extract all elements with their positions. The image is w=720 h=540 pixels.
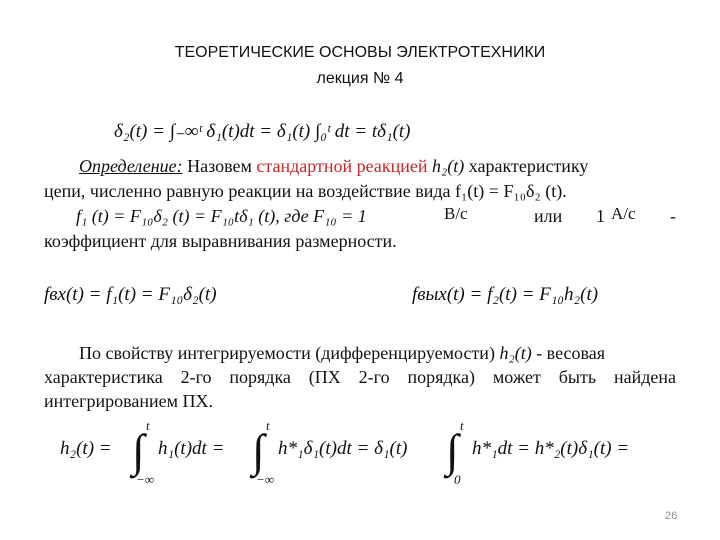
paragraph-line-3: интегрированием ПХ. — [44, 391, 214, 411]
unit-volt-per-second: В/с — [444, 204, 468, 223]
formula-term-2: h*₁δ₁(t)dt = δ₁(t) — [278, 438, 408, 459]
unit-ampere-per-second: А/с — [611, 204, 636, 223]
integral-lower-limit: −∞ — [256, 472, 275, 487]
formula-delta2: δ₂(t) = ∫₋∞ᵗ δ₁(t)dt = δ₁(t) ∫₀ᵗ dt = tδ₁(t) — [114, 121, 411, 142]
integral-upper-limit: t — [266, 418, 270, 433]
integral-upper-limit: t — [460, 418, 464, 433]
definition-line-1 — [79, 156, 588, 177]
formula-term-3: h*₁dt = h*₂(t)δ₁(t) = — [472, 438, 630, 459]
paragraph-text-a: По свойству интегрируемости (дифференцируемости) — [79, 343, 500, 363]
definition-term: Определение: — [79, 156, 183, 176]
page-title: ТЕОРЕТИЧЕСКИЕ ОСНОВЫ ЭЛЕКТРОТЕХНИКИ — [174, 44, 546, 61]
or-word: или — [534, 206, 563, 226]
dash: - — [670, 206, 676, 226]
one-value: 1 — [596, 206, 605, 226]
paragraph-line-1 — [79, 343, 605, 364]
paragraph-line-2: характеристика 2-го порядка (ПХ 2-го порядка) может быть найдена — [44, 367, 676, 387]
output-equation: fвых(t) = f₂(t) = F₁₀h₂(t) — [412, 284, 599, 305]
formula-lhs: h₂(t) = — [60, 438, 112, 459]
integral-lower-limit: −∞ — [136, 472, 155, 487]
integral-upper-limit: t — [146, 418, 150, 433]
page-subtitle: лекция № 4 — [316, 70, 404, 87]
integral-sign: ∫ — [132, 425, 145, 476]
paragraph-text-b: - весовая — [531, 343, 606, 363]
standard-reaction-term: стандартной реакцией — [256, 156, 428, 176]
integral-sign: ∫ — [446, 425, 459, 476]
integral-lower-limit: 0 — [454, 472, 461, 487]
integral-sign: ∫ — [252, 425, 265, 476]
definition-line-2: цепи, численно равную реакции на воздействие вида f₁(t) = F₁₀δ₂ (t). — [44, 181, 567, 201]
page-number: 26 — [665, 510, 678, 522]
paragraph-h2: h₂(t) — [499, 343, 532, 363]
definition-h2: h₂(t) — [431, 156, 465, 176]
input-equation: fвх(t) = f₁(t) = F₁₀δ₂(t) — [44, 284, 217, 305]
definition-line-3-formula: f₁ (t) = F₁₀δ₂ (t) = F₁₀tδ₁ (t), где F₁₀ = 1 — [76, 206, 367, 226]
definition-text-b: характеристику — [464, 156, 589, 176]
definition-line-4: коэффициент для выравнивания размерности. — [44, 231, 397, 251]
definition-text-a: Назовем — [182, 156, 257, 176]
formula-term-1: h₁(t)dt = — [158, 438, 225, 459]
